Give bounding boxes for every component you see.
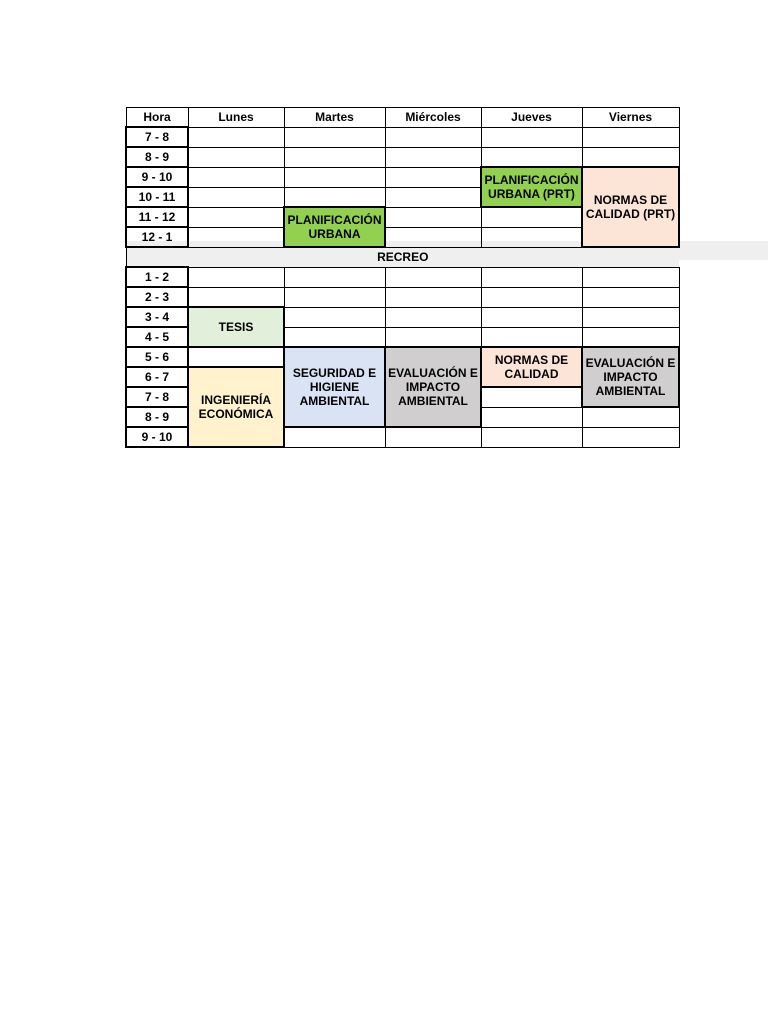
table-row [126,167,679,187]
empty-cell [385,287,481,307]
empty-cell [284,127,385,147]
empty-cell [385,167,481,187]
hour-label: 2 - 3 [126,287,188,307]
recreo-label: RECREO [126,247,679,267]
empty-cell [188,287,284,307]
empty-cell [284,167,385,187]
empty-cell [481,147,582,167]
empty-cell [481,407,582,427]
empty-cell [188,227,284,247]
header-miercoles: Miércoles [385,108,481,128]
hour-label: 9 - 10 [126,167,188,187]
empty-cell [284,287,385,307]
empty-cell [385,227,481,247]
header-martes: Martes [284,108,385,128]
empty-cell [284,427,385,447]
hour-label: 3 - 4 [126,307,188,327]
empty-cell [481,307,582,327]
empty-cell [385,427,481,447]
class-cell-jueves-planificacion-prt: PLANIFICACIÓN URBANA (PRT) [481,167,582,207]
table-row [126,267,679,287]
class-cell-viernes-evaluacion: EVALUACIÓN E IMPACTO AMBIENTAL [582,347,679,407]
table-row [126,347,679,367]
empty-cell [188,167,284,187]
hour-label: 4 - 5 [126,327,188,347]
empty-cell [385,187,481,207]
empty-cell [385,147,481,167]
class-cell-lunes-tesis: TESIS [188,307,284,347]
empty-cell [582,327,679,347]
schedule-table [125,107,680,448]
empty-cell [284,187,385,207]
empty-cell [481,227,582,247]
empty-cell [481,127,582,147]
class-cell-martes-seguridad: SEGURIDAD E HIGIENE AMBIENTAL [284,347,385,427]
empty-cell [582,147,679,167]
hour-label: 10 - 11 [126,187,188,207]
header-viernes: Viernes [582,108,679,128]
header-row [126,108,679,128]
empty-cell [284,267,385,287]
empty-cell [284,147,385,167]
empty-cell [582,267,679,287]
hour-label: 5 - 6 [126,347,188,367]
hour-label: 1 - 2 [126,267,188,287]
hour-label: 11 - 12 [126,207,188,227]
empty-cell [481,287,582,307]
empty-cell [188,147,284,167]
header-lunes: Lunes [188,108,284,128]
hour-label: 7 - 8 [126,387,188,407]
hour-label: 7 - 8 [126,127,188,147]
empty-cell [582,307,679,327]
empty-cell [284,327,385,347]
hour-label: 6 - 7 [126,367,188,387]
empty-cell [582,287,679,307]
empty-cell [385,127,481,147]
header-jueves: Jueves [481,108,582,128]
empty-cell [481,427,582,447]
empty-cell [188,267,284,287]
empty-cell [188,347,284,367]
empty-cell [481,387,582,407]
empty-cell [385,327,481,347]
class-cell-viernes-normas-prt: NORMAS DE CALIDAD (PRT) [582,167,679,247]
table-row [126,307,679,327]
class-cell-lunes-ingenieria: INGENIERÍA ECONÓMICA [188,367,284,447]
hour-label: 8 - 9 [126,147,188,167]
empty-cell [582,127,679,147]
empty-cell [385,267,481,287]
empty-cell [582,407,679,427]
empty-cell [188,187,284,207]
class-cell-jueves-normas: NORMAS DE CALIDAD [481,347,582,387]
recreo-row [126,247,679,267]
class-cell-miercoles-evaluacion: EVALUACIÓN E IMPACTO AMBIENTAL [385,347,481,427]
hour-label: 8 - 9 [126,407,188,427]
empty-cell [385,207,481,227]
empty-cell [481,267,582,287]
class-cell-martes-planificacion: PLANIFICACIÓN URBANA [284,207,385,247]
empty-cell [582,427,679,447]
header-hora: Hora [126,108,188,128]
hour-label: 12 - 1 [126,227,188,247]
hour-label: 9 - 10 [126,427,188,447]
empty-cell [188,207,284,227]
table-row [126,147,679,167]
empty-cell [385,307,481,327]
table-row [126,287,679,307]
table-row [126,127,679,147]
empty-cell [481,207,582,227]
empty-cell [188,127,284,147]
empty-cell [481,327,582,347]
empty-cell [284,307,385,327]
